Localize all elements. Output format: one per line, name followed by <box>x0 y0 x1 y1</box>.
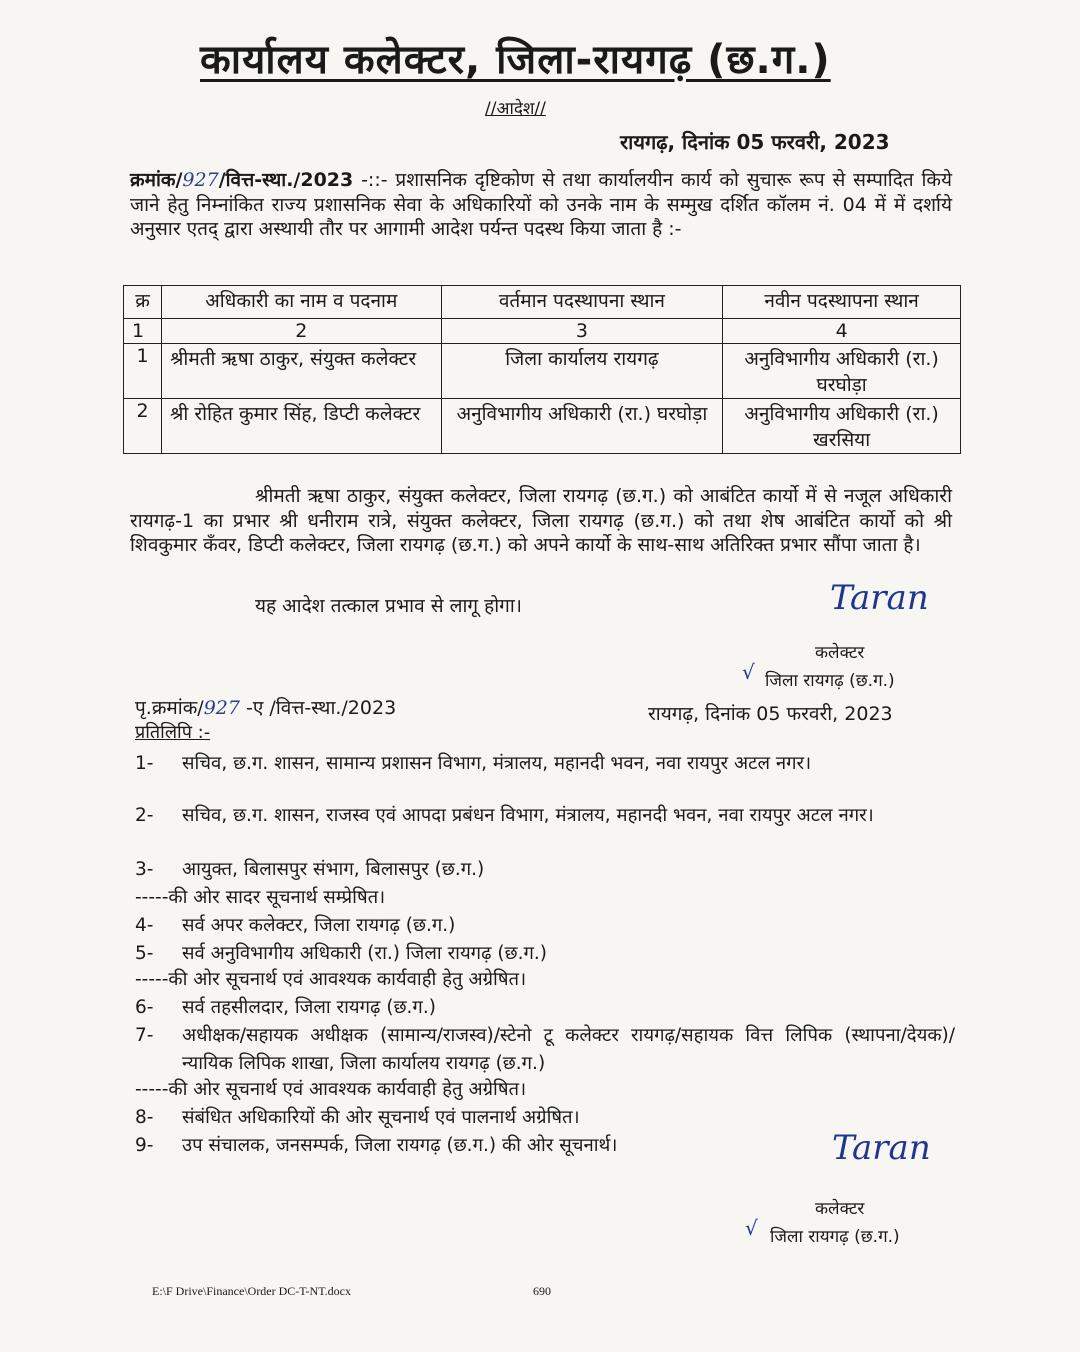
officer-name: श्री रोहित कुमार सिंह, डिप्टी कलेक्टर <box>161 399 441 454</box>
copy-item-text: आयुक्त, बिलासपुर संभाग, बिलासपुर (छ.ग.) <box>182 859 485 880</box>
copy-item-number: 7- <box>135 1025 154 1046</box>
copy-item-text: सचिव, छ.ग. शासन, सामान्य प्रशासन विभाग, मंत्रालय, महानदी भवन, नवा रायपुर अटल नगर। <box>182 753 812 774</box>
col-header-new-post: नवीन पदस्थापना स्थान <box>723 286 961 319</box>
charge-paragraph-text: श्रीमती ऋषा ठाकुर, संयुक्त कलेक्टर, जिला रायगढ़ (छ.ग.) को आबंटित कार्यो में से नजूल अधिकारी रायगढ़-1 का प्रभार श्री धनीराम रात्रे, संयुक्त कलेक्टर, जिला रायगढ़ (छ.ग.) को तथा शेष आबंटित कार्यो को श्री शिवकुमार कँवर, डिप्टी कलेक्टर, जिला रायगढ़ (छ.ग.) को अपने कार्यो के साथ-साथ अतिरिक्त प्रभार सौंपा जाता है। <box>130 485 952 556</box>
forward-line: -----की ओर सूचनार्थ एवं आवश्यक कार्यवाही हेतु अग्रेषित। <box>135 969 527 990</box>
table-row <box>124 399 961 454</box>
endorsement-date: रायगढ़, दिनांक 05 फरवरी, 2023 <box>648 703 893 725</box>
endorsement-ref-prefix: पृ.क्रमांक/ <box>135 697 204 719</box>
copy-item-number: 8- <box>135 1107 154 1128</box>
col-header-sno: क्र <box>124 286 162 319</box>
current-post: अनुविभागीय अधिकारी (रा.) घरघोड़ा <box>441 399 723 454</box>
endorsement-ref <box>135 694 396 720</box>
copy-item-text: संबंधित अधिकारियों की ओर सूचनार्थ एवं पालनार्थ अग्रेषित। <box>182 1107 580 1128</box>
office-title: कार्यालय कलेक्टर, जिला-रायगढ़ (छ.ग.) <box>200 37 831 83</box>
copy-item-text: सर्व अपर कलेक्टर, जिला रायगढ़ (छ.ग.) <box>182 915 456 936</box>
column-number: 1 <box>124 319 162 344</box>
posting-table <box>123 285 961 454</box>
column-number: 2 <box>161 319 441 344</box>
copy-item-number: 9- <box>135 1135 154 1156</box>
row-sno: 2 <box>124 399 162 454</box>
row-sno: 1 <box>124 344 162 399</box>
copy-item-number: 5- <box>135 943 154 964</box>
signature-designation: कलेक्टर <box>815 643 865 663</box>
order-ref-number: 927 <box>182 169 219 191</box>
table-row <box>124 344 961 399</box>
copy-item-text: सर्व अनुविभागीय अधिकारी (रा.) जिला रायगढ़ (छ.ग.) <box>182 943 547 964</box>
copy-item-number: 1- <box>135 753 154 774</box>
column-number: 4 <box>723 319 961 344</box>
initial-mark-icon: √ <box>742 660 755 684</box>
signature-district: जिला रायगढ़ (छ.ग.) <box>765 671 895 691</box>
forward-line: -----की ओर सादर सूचनार्थ सम्प्रेषित। <box>135 887 386 908</box>
officer-name: श्रीमती ऋषा ठाकुर, संयुक्त कलेक्टर <box>161 344 441 399</box>
endorsement-ref-number: 927 <box>203 697 240 719</box>
footer-page-number: 690 <box>533 1284 551 1298</box>
charge-paragraph <box>130 484 952 558</box>
copy-item-number: 3- <box>135 859 154 880</box>
effect-line: यह आदेश तत्काल प्रभाव से लागू होगा। <box>255 595 522 617</box>
copy-item-text: अधीक्षक/सहायक अधीक्षक (सामान्य/राजस्व)/स्टेनो टू कलेक्टर रायगढ़/सहायक वित्त लिपिक (स्थापना/देयक)/न्यायिक लिपिक शाखा, जिला कार्यालय रायगढ़ (छ.ग.) <box>182 1025 955 1074</box>
copy-heading: प्रतिलिपि :- <box>135 722 211 743</box>
copy-item-text: उप संचालक, जनसम्पर्क, जिला रायगढ़ (छ.ग.) की ओर सूचनार्थ। <box>182 1135 618 1156</box>
copy-item-number: 6- <box>135 997 154 1018</box>
signature-district: जिला रायगढ़ (छ.ग.) <box>770 1227 900 1247</box>
table-header-row <box>124 286 961 319</box>
forward-line: -----की ओर सूचनार्थ एवं आवश्यक कार्यवाही हेतु अग्रेषित। <box>135 1079 527 1100</box>
col-header-officer: अधिकारी का नाम व पदनाम <box>161 286 441 319</box>
endorsement-ref-suffix: -ए /वित्त-स्था./2023 <box>246 697 397 719</box>
col-header-current-post: वर्तमान पदस्थापना स्थान <box>441 286 723 319</box>
order-ref-suffix: /वित्त-स्था./2023 <box>218 169 354 191</box>
collector-signature: Taran <box>830 578 929 618</box>
order-intro-paragraph <box>130 168 952 242</box>
copy-item-text: सर्व तहसीलदार, जिला रायगढ़ (छ.ग.) <box>182 997 436 1018</box>
copy-item-number: 2- <box>135 805 154 826</box>
column-number: 3 <box>441 319 723 344</box>
new-post: अनुविभागीय अधिकारी (रा.) खरसिया <box>723 399 961 454</box>
signature-designation: कलेक्टर <box>815 1199 865 1219</box>
column-number-row <box>124 319 961 344</box>
initial-mark-icon: √ <box>745 1216 758 1240</box>
order-ref-prefix: क्रमांक/ <box>130 169 183 191</box>
new-post: अनुविभागीय अधिकारी (रा.) घरघोड़ा <box>723 344 961 399</box>
current-post: जिला कार्यालय रायगढ़ <box>441 344 723 399</box>
collector-signature: Taran <box>832 1128 931 1168</box>
order-date: रायगढ़, दिनांक 05 फरवरी, 2023 <box>620 130 890 154</box>
copy-item-number: 4- <box>135 915 154 936</box>
copy-item-text: सचिव, छ.ग. शासन, राजस्व एवं आपदा प्रबंधन विभाग, मंत्रालय, महानदी भवन, नवा रायपुर अटल नगर। <box>182 805 874 826</box>
order-label: //आदेश// <box>485 99 546 119</box>
footer-file-path: E:\F Drive\Finance\Order DC-T-NT.docx <box>152 1284 351 1298</box>
order-intro-text: -::- प्रशासनिक दृष्टिकोण से तथा कार्यालयीन कार्य को सुचारू रूप से सम्पादित किये जाने हेतु निम्नांकित राज्य प्रशासनिक सेवा के अधिकारियों को उनके नाम के सम्मुख दर्शित कॉलम नं. 04 में में दर्शाये अनुसार एतद् द्वारा अस्थायी तौर पर आगामी आदेश पर्यन्त पदस्थ किया जाता है :- <box>130 169 952 240</box>
